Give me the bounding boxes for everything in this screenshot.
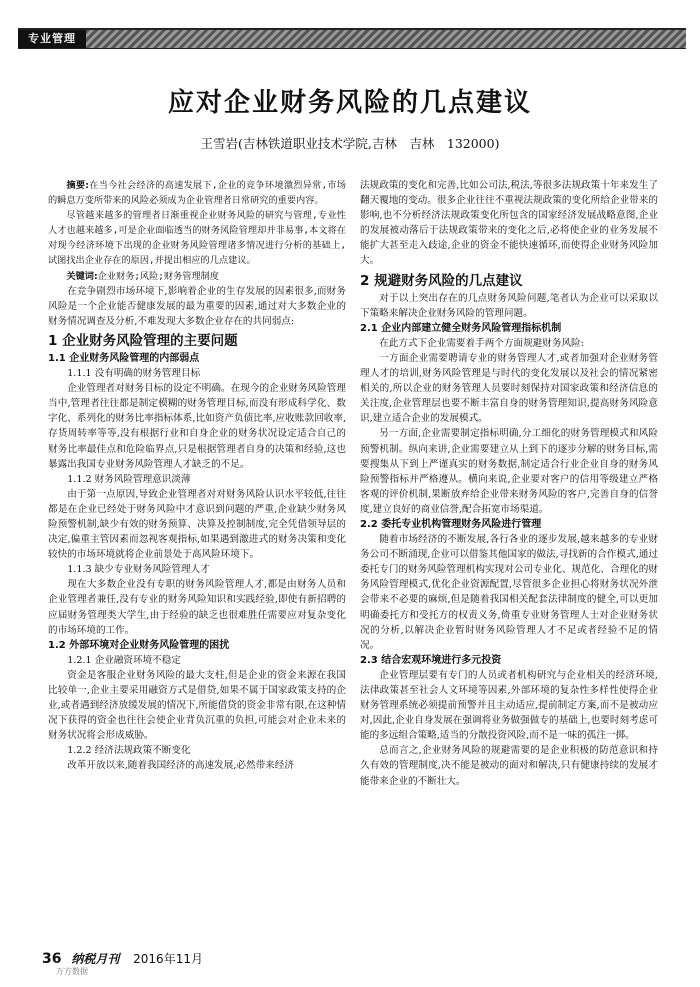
keywords-label: 关键词: (66, 270, 98, 282)
paragraph-2-1-c: 另一方面,企业需要制定指标明确,分工细化的财务管理模式和风险预警机制。纵向来讲,企业需要建立从上到下的逐步分解的财务目标,需要搜集从下到上严谨真实的财务数据,制定适合行业企业自身的财务风险预警指标并严格遵从。横向来说,企业要对客户的信用等级建立严格客观的评价机制,果断放弃给企业带来财务风险的客户,完善自身的信誉度,建立良好的商业信誉,配合拓宽市场渠道。 (360, 428, 658, 515)
magazine-name: 纳税月刊 (71, 952, 120, 966)
subsubsection-heading-1-1-2: 1.1.2 财务风险管理意识淡薄 (67, 473, 191, 485)
right-column (360, 178, 658, 789)
section-heading-1: 1 企业财务风险管理的主要问题 (48, 332, 238, 349)
paragraph-1-1-1: 企业管理者对财务目标的设定不明确。在现今的企业财务风险管理当中,管理者往往都是制定模糊的财务管理目标,而没有形成科学化、数字化、系列化的财务比率指标体系,比如资产负债比率,应收账款回收率,存货周转率等等,没有根据行业和自身企业的财务状况设定适合自己的财务比率最佳点和危险临界点,只是根据管理者自身的决策和经验,这也暴露出我国专业财务风险管理人才缺乏的不足。 (48, 383, 346, 470)
paragraph-2-3: 企业管理层要有专门的人员或者机构研究与企业相关的经济环境,法律政策甚至社会人文环境等因素,外部环境的复杂性多样性使得企业财务管理系统必须提前预警并且主动适应,提前制定方案,而不是被动应对,因此,企业自身发展在强调将业务做强做专的基础上,也要时刻考虑可能的多远组合策略,适当的分散投资风险,而不是一味的孤注一掷。 (360, 669, 658, 742)
subsection-heading-1-2: 1.2 外部环境对企业财务风险管理的困扰 (48, 639, 230, 651)
paragraph-2: 对于以上突出存在的几点财务风险问题,笔者认为企业可以采取以下策略来解决企业财务风险的管理问题。 (360, 292, 658, 319)
abstract-text-1: 在当今社会经济的高速发展下,企业的竞争环境激烈异常,市场的瞬息万变所带来的风险必须成为企业管理者日常研究的重要内容。 (48, 180, 346, 207)
article-title: 应对企业财务风险的几点建议 (167, 88, 532, 118)
subsubsection-heading-1-1-3: 1.1.3 缺少专业财务风险管理人才 (67, 564, 210, 576)
abstract (48, 178, 346, 284)
paragraph-1-2-1: 资金是客服企业财务风险的最大支柱,但是企业的资金来源在我国比较单一,企业主要采用融资方式是借贷,如果不属于国家政策支持的企业,或者遇到经济放缓发展的情况下,所能借贷的资金非常有限,在这种情况下获得的资金也往往会使企业背负沉重的负担,可能会对企业未来的财务状况将会形成威胁。 (48, 669, 346, 742)
paragraph-1-1-2: 由于第一点原因,导致企业管理者对对财务风险认识水平较低,往往都是在企业已经处于财务风险中才意识到问题的严重,企业缺少财务风险预警机制,缺少有效的财务预算、决算及控制制度,完全凭借领导层的决定,偏重主管因素而忽视客观指标,如果遇到激进式的财务决策和变化较快的市场环境就将企业前景处于高风险环境下。 (48, 488, 346, 561)
paragraph-conclusion: 总而言之,企业财务风险的规避需要的是企业积极的防范意识和持久有效的管理制度,决不能是被动的面对和解决,只有健康持续的发展才能带来企业的不断壮大。 (360, 745, 658, 787)
section-banner (18, 28, 686, 49)
subsubsection-heading-1-2-2: 1.2.2 经济法规政策不断变化 (67, 745, 191, 757)
page-number: 36 (42, 951, 62, 967)
keywords (48, 269, 346, 284)
subsubsection-heading-1-2-1: 1.2.1 企业融资环境不稳定 (67, 654, 181, 666)
paragraph-1-1-3: 现在大多数企业没有专职的财务风险管理人才,都是由财务人员和企业管理者兼任,没有专业的财务风险知识和实践经验,即使有新招聘的应届财务管理类大学生,由于经验的缺乏也很难胜任需要应对复杂变化的市场环境的工作。 (48, 579, 346, 636)
continued-paragraph: 法规政策的变化和完善,比如公司法,税法,等很多法规政策十年来发生了翻天覆地的变动。很多企业往往不重视法规政策的变化所给企业带来的影响,也不分析经济法规政策变化所包含的国家经济发展战略意图,企业的发展被动落后于法规政策带来的变化之后,必将使企业的业务发展不能扩大甚至走入歧途,企业的资金不能快速循环,而使得企业财务风险加大。 (360, 180, 658, 267)
subsection-heading-1-1: 1.1 企业财务风险管理的内部弱点 (48, 352, 200, 364)
abstract-p2: 尽管越来越多的管理者日渐重视企业财务风险的研究与管理,专业性人才也越来越多,可是企业面临透当的财务风险管理却并非易事,本文将在对现今经济环境下出现的企业财务风险管理诸多情况进行分析的基础上,试图找出企业存在的原因,并提出相应的几点建议。 (48, 210, 346, 267)
keywords-text: 企业财务;风险;财务管理制度 (97, 270, 219, 282)
watermark: 万方数据 (56, 967, 88, 976)
paragraph-2-1-a: 在此方式下企业需要着手两个方面规避财务风险: (379, 337, 584, 349)
section-heading-2: 2 规避财务风险的几点建议 (360, 272, 523, 289)
subsection-heading-2-1: 2.1 企业内部建立健全财务风险管理指标机制 (360, 322, 562, 334)
section-label: 专业管理 (18, 30, 86, 48)
issue-date: 2016年11月 (133, 952, 203, 966)
intro-paragraph: 在竞争剧烈市场环境下,影响着企业的生存发展的因素很多,而财务风险是一个企业能否健康发展的最为重要的因素,通过对大多数企业的财务情况调查及分析,不难发现大多数企业存在的共同弱点: (48, 285, 346, 327)
paragraph-2-2: 随着市场经济的不断发展,各行各业的逐步发展,越来越多的专业财务公司不断涌现,企业可以借鉴其他国家的做法,寻找新的合作模式,通过委托专门的财务风险管理机构实现对公司专业化、规范化、合理化的财务风险管理模式,优化企业资源配置,尽管很多企业担心将财务状况外泄会带来不必要的麻烦,但是随着我国相关配套法律制度的健全,可以更加明确委托方和受托方的权责义务,倚重专业财务管理人士对企业财务状况的分析,以解决企业暂时财务风险管理人才不足或者经验不足的情况。 (360, 534, 658, 651)
paragraph-1-2-2: 改革开放以来,随着我国经济的高速发展,必然带来经济 (67, 760, 294, 772)
subsection-heading-2-2: 2.2 委托专业机构管理财务风险进行管理 (360, 518, 542, 530)
subsection-heading-2-3: 2.3 结合宏观环境进行多元投资 (360, 654, 502, 666)
page-footer (42, 950, 203, 967)
abstract-label: 摘要: (66, 180, 89, 191)
abstract-p1 (48, 178, 346, 208)
subsubsection-heading-1-1-1: 1.1.1 没有明确的财务管理目标 (67, 368, 201, 380)
left-column (48, 178, 346, 774)
author-line: 王雪岩(吉林铁道职业技术学院,吉林 吉林 132000) (200, 136, 500, 151)
paragraph-2-1-b: 一方面企业需要聘请专业的财务管理人才,或者加强对企业财务管理人才的培训,财务风险管理是与时代的变化发展以及社会的情况紧密相关的,所以企业的财务管理人员要时刻保持对国家政策和经济信息的关注度,企业管理层也要不断丰富自身的财务管理知识,提高财务风险意识,建立适合企业的发展模式。 (360, 352, 658, 425)
